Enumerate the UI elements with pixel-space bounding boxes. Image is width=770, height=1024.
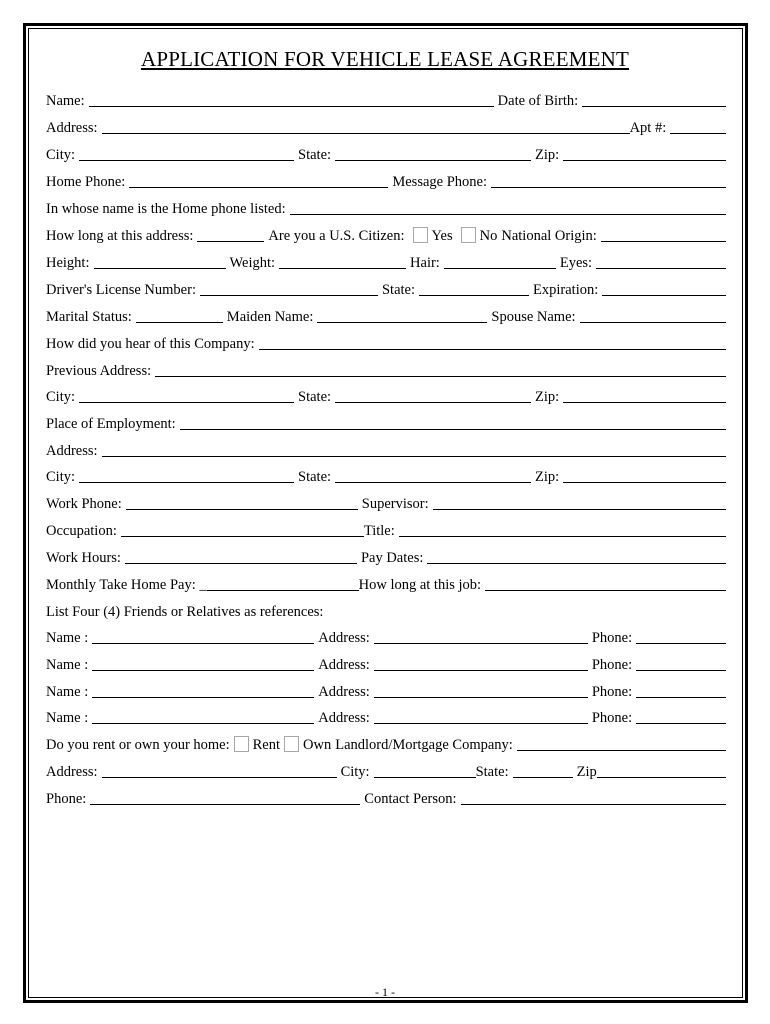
- hair-label: Hair:: [410, 255, 440, 271]
- maiden-name-label: Maiden Name:: [226, 309, 314, 325]
- hair-field[interactable]: [444, 254, 556, 269]
- address-label: Address:: [46, 120, 98, 136]
- employer-city-field[interactable]: [79, 468, 294, 483]
- how-long-job-field[interactable]: [485, 576, 726, 591]
- maiden-name-field[interactable]: [317, 308, 487, 323]
- city-label: City:: [46, 147, 76, 163]
- row-employer-city: [46, 466, 726, 486]
- ref-address-label: Address:: [318, 630, 370, 646]
- license-state-label: State:: [381, 282, 416, 298]
- landlord-state-label: State:: [475, 764, 509, 780]
- monthly-pay-field[interactable]: [207, 576, 359, 591]
- spouse-name-field[interactable]: [580, 308, 726, 323]
- landlord-field[interactable]: [517, 736, 726, 751]
- own-checkbox[interactable]: [284, 736, 299, 752]
- expiration-label: Expiration:: [533, 282, 599, 298]
- citizen-yes-label: Yes: [431, 228, 453, 244]
- weight-label: Weight:: [229, 255, 276, 271]
- supervisor-label: Supervisor:: [361, 496, 429, 512]
- marital-status-label: Marital Status:: [46, 309, 132, 325]
- ref-address-label: Address:: [318, 710, 370, 726]
- ref-name-field[interactable]: [92, 656, 314, 671]
- home-phone-field[interactable]: [129, 173, 388, 188]
- license-state-field[interactable]: [419, 281, 529, 296]
- row-home-phone: [46, 171, 726, 191]
- ref-phone-label: Phone:: [591, 710, 633, 726]
- us-citizen-label: Are you a U.S. Citizen:: [268, 228, 405, 244]
- ref-phone-label: Phone:: [591, 657, 633, 673]
- weight-field[interactable]: [279, 254, 406, 269]
- previous-zip-label: Zip:: [535, 389, 560, 405]
- landlord-phone-label: Phone:: [46, 791, 87, 807]
- row-landlord-phone: [46, 788, 726, 808]
- expiration-field[interactable]: [602, 281, 726, 296]
- height-field[interactable]: [94, 254, 226, 269]
- row-work-phone: [46, 493, 726, 513]
- row-work-hours: [46, 547, 726, 567]
- state-field[interactable]: [335, 146, 531, 161]
- eyes-label: Eyes:: [559, 255, 593, 271]
- title-label: Title:: [363, 523, 395, 539]
- landlord-label: Landlord/Mortgage Company:: [335, 737, 513, 753]
- form-title: APPLICATION FOR VEHICLE LEASE AGREEMENT: [140, 47, 630, 71]
- reference-row: [46, 707, 726, 727]
- reference-row: [46, 681, 726, 701]
- landlord-city-label: City:: [340, 764, 370, 780]
- row-heard-company: [46, 333, 726, 353]
- employer-address-label: Address:: [46, 443, 98, 459]
- row-occupation: [46, 520, 726, 540]
- spouse-name-label: Spouse Name:: [491, 309, 576, 325]
- previous-city-field[interactable]: [79, 388, 294, 403]
- ref-name-field[interactable]: [92, 709, 314, 724]
- ref-name-field[interactable]: [92, 683, 314, 698]
- own-label: Own: [303, 737, 332, 753]
- ref-phone-label: Phone:: [591, 684, 633, 700]
- row-citizen: [46, 225, 726, 245]
- employer-zip-field[interactable]: [563, 468, 726, 483]
- how-long-job-label: How long at this job:: [358, 577, 482, 593]
- address-field[interactable]: [102, 119, 630, 134]
- employer-address-field[interactable]: [102, 442, 726, 457]
- height-label: Height:: [46, 255, 90, 271]
- ref-address-field[interactable]: [374, 709, 588, 724]
- ref-name-label: Name :: [46, 684, 89, 700]
- employer-city-label: City:: [46, 469, 76, 485]
- dob-label: Date of Birth:: [497, 93, 579, 109]
- row-previous-city: [46, 386, 726, 406]
- ref-name-label: Name :: [46, 710, 89, 726]
- drivers-license-field[interactable]: [200, 281, 378, 296]
- ref-address-label: Address:: [318, 684, 370, 700]
- row-address: [46, 117, 726, 137]
- page-number: - 1 -: [375, 985, 395, 999]
- row-home-phone-name: [46, 198, 726, 218]
- national-origin-label: National Origin:: [501, 228, 597, 244]
- ref-phone-label: Phone:: [591, 630, 633, 646]
- title-field[interactable]: [399, 522, 726, 537]
- previous-zip-field[interactable]: [563, 388, 726, 403]
- row-physical: [46, 252, 726, 272]
- work-hours-label: Work Hours:: [46, 550, 121, 566]
- previous-address-field[interactable]: [155, 362, 726, 377]
- rent-label: Rent: [252, 737, 281, 753]
- citizen-yes-checkbox[interactable]: [413, 227, 428, 243]
- how-long-address-label: How long at this address:: [46, 228, 194, 244]
- references-header: List Four (4) Friends or Relatives as references:: [46, 604, 324, 620]
- row-rent-own: [46, 734, 726, 754]
- employment-label: Place of Employment:: [46, 416, 176, 432]
- zip-label: Zip:: [535, 147, 560, 163]
- city-field[interactable]: [79, 146, 294, 161]
- row-marital: [46, 306, 726, 326]
- ref-address-field[interactable]: [374, 683, 588, 698]
- work-phone-field[interactable]: [126, 495, 358, 510]
- message-phone-field[interactable]: [491, 173, 726, 188]
- marital-status-field[interactable]: [136, 308, 223, 323]
- ref-name-label: Name :: [46, 657, 89, 673]
- landlord-phone-field[interactable]: [90, 790, 360, 805]
- work-hours-field[interactable]: [125, 549, 357, 564]
- landlord-address-label: Address:: [46, 764, 98, 780]
- landlord-city-field[interactable]: [374, 763, 476, 778]
- ref-name-field[interactable]: [92, 629, 314, 644]
- employer-state-label: State:: [298, 469, 332, 485]
- ref-phone-field[interactable]: [636, 656, 726, 671]
- ref-address-field[interactable]: [374, 629, 588, 644]
- reference-row: [46, 627, 726, 647]
- landlord-zip-label: Zip: [576, 764, 597, 780]
- national-origin-field[interactable]: [601, 227, 726, 242]
- home-phone-name-label: In whose name is the Home phone listed:: [46, 201, 286, 217]
- reference-row: [46, 654, 726, 674]
- row-employment: [46, 413, 726, 433]
- previous-city-label: City:: [46, 389, 76, 405]
- employer-state-field[interactable]: [335, 468, 531, 483]
- ref-address-label: Address:: [318, 657, 370, 673]
- citizen-no-checkbox[interactable]: [461, 227, 476, 243]
- ref-phone-field[interactable]: [636, 709, 726, 724]
- heard-company-label: How did you hear of this Company:: [46, 336, 255, 352]
- row-employer-address: [46, 440, 726, 460]
- landlord-address-field[interactable]: [102, 763, 337, 778]
- name-label: Name:: [46, 93, 85, 109]
- work-phone-label: Work Phone:: [46, 496, 122, 512]
- occupation-label: Occupation:: [46, 523, 117, 539]
- pay-dates-field[interactable]: [427, 549, 726, 564]
- supervisor-field[interactable]: [433, 495, 726, 510]
- row-name: [46, 90, 726, 110]
- row-monthly-pay: [46, 574, 726, 594]
- eyes-field[interactable]: [596, 254, 726, 269]
- apt-field[interactable]: [670, 119, 726, 134]
- ref-phone-field[interactable]: [636, 629, 726, 644]
- heard-company-field[interactable]: [259, 335, 726, 350]
- how-long-address-field[interactable]: [197, 227, 264, 242]
- name-field[interactable]: [89, 92, 494, 107]
- employment-field[interactable]: [180, 415, 726, 430]
- monthly-pay-label: Monthly Take Home Pay: _: [46, 577, 207, 593]
- employer-zip-label: Zip:: [535, 469, 560, 485]
- message-phone-label: Message Phone:: [392, 174, 487, 190]
- rent-own-label: Do you rent or own your home:: [46, 737, 230, 753]
- landlord-zip-field[interactable]: [597, 763, 726, 778]
- row-references-header: [46, 601, 726, 621]
- zip-field[interactable]: [563, 146, 726, 161]
- landlord-state-field[interactable]: [513, 763, 573, 778]
- contact-person-field[interactable]: [461, 790, 726, 805]
- dob-field[interactable]: [582, 92, 726, 107]
- citizen-no-label: No: [479, 228, 498, 244]
- state-label: State:: [298, 147, 332, 163]
- home-phone-label: Home Phone:: [46, 174, 126, 190]
- ref-address-field[interactable]: [374, 656, 588, 671]
- row-city: [46, 144, 726, 164]
- row-previous-address: [46, 360, 726, 380]
- previous-state-label: State:: [298, 389, 332, 405]
- home-phone-name-field[interactable]: [290, 200, 726, 215]
- drivers-license-label: Driver's License Number:: [46, 282, 196, 298]
- ref-phone-field[interactable]: [636, 683, 726, 698]
- previous-state-field[interactable]: [335, 388, 531, 403]
- row-license: [46, 279, 726, 299]
- ref-name-label: Name :: [46, 630, 89, 646]
- occupation-field[interactable]: [121, 522, 364, 537]
- rent-checkbox[interactable]: [234, 736, 249, 752]
- contact-person-label: Contact Person:: [364, 791, 457, 807]
- pay-dates-label: Pay Dates:: [360, 550, 424, 566]
- row-landlord-address: [46, 761, 726, 781]
- previous-address-label: Previous Address:: [46, 363, 152, 379]
- apt-label: Apt #:: [629, 120, 667, 136]
